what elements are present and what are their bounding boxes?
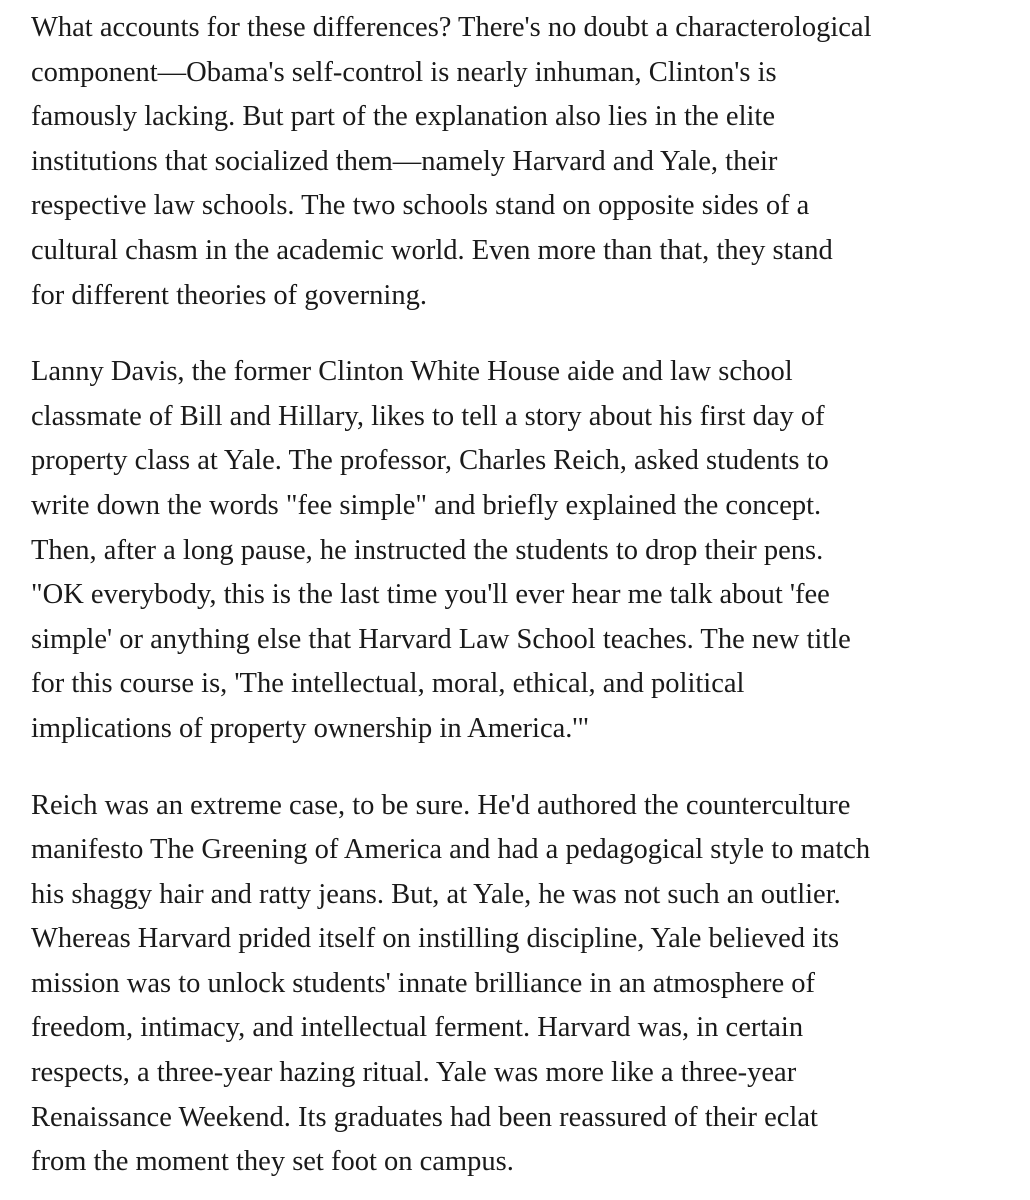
text-line: Whereas Harvard prided itself on instilling discipline, Yale believed its [31,923,840,955]
text-line: property class at Yale. The professor, Charles Reich, asked students to [31,445,829,477]
text-line: his shaggy hair and ratty jeans. But, at Yale, he was not such an outlier. [31,878,841,910]
text-line: for this course is, 'The intellectual, moral, ethical, and political [31,668,745,700]
text-line: simple' or anything else that Harvard Law School teaches. The new title [31,623,851,655]
text-line: famously lacking. But part of the explanation also lies in the elite [31,101,775,133]
text-line: from the moment they set foot on campus. [31,1146,514,1178]
text-line: cultural chasm in the academic world. Even more than that, they stand [31,234,833,266]
text-line: respective law schools. The two schools stand on opposite sides of a [31,190,810,222]
text-line: Lanny Davis, the former Clinton White House aide and law school [31,356,793,388]
paragraph-lanny-davis [31,350,1016,751]
text-line: Renaissance Weekend. Its graduates had been reassured of their eclat [31,1101,818,1133]
text-line: What accounts for these differences? There's no doubt a characterological [31,12,872,43]
paragraph-differences [31,6,1016,318]
text-line: for different theories of governing. [31,279,427,311]
text-line: mission was to unlock students' innate brilliance in an atmosphere of [31,967,815,999]
text-line: freedom, intimacy, and intellectual ferment. Harvard was, in certain [31,1012,804,1044]
text-line: "OK everybody, this is the last time you'll ever hear me talk about 'fee [31,579,830,611]
text-line: implications of property ownership in America.'" [31,712,590,744]
text-line: Then, after a long pause, he instructed the students to drop their pens. [31,534,824,566]
text-line: component—Obama's self-control is nearly inhuman, Clinton's is [31,56,777,88]
text-line: Reich was an extreme case, to be sure. He'd authored the counterculture [31,789,851,821]
text-line: write down the words "fee simple" and briefly explained the concept. [31,489,822,521]
text-line: institutions that socialized them—namely Harvard and Yale, their [31,145,778,177]
text-line: manifesto The Greening of America and had a pedagogical style to match [31,834,871,866]
text-line: classmate of Bill and Hillary, likes to tell a story about his first day of [31,400,825,432]
paragraph-reich [31,784,1016,1185]
text-line: respects, a three-year hazing ritual. Yale was more like a three-year [31,1057,797,1089]
